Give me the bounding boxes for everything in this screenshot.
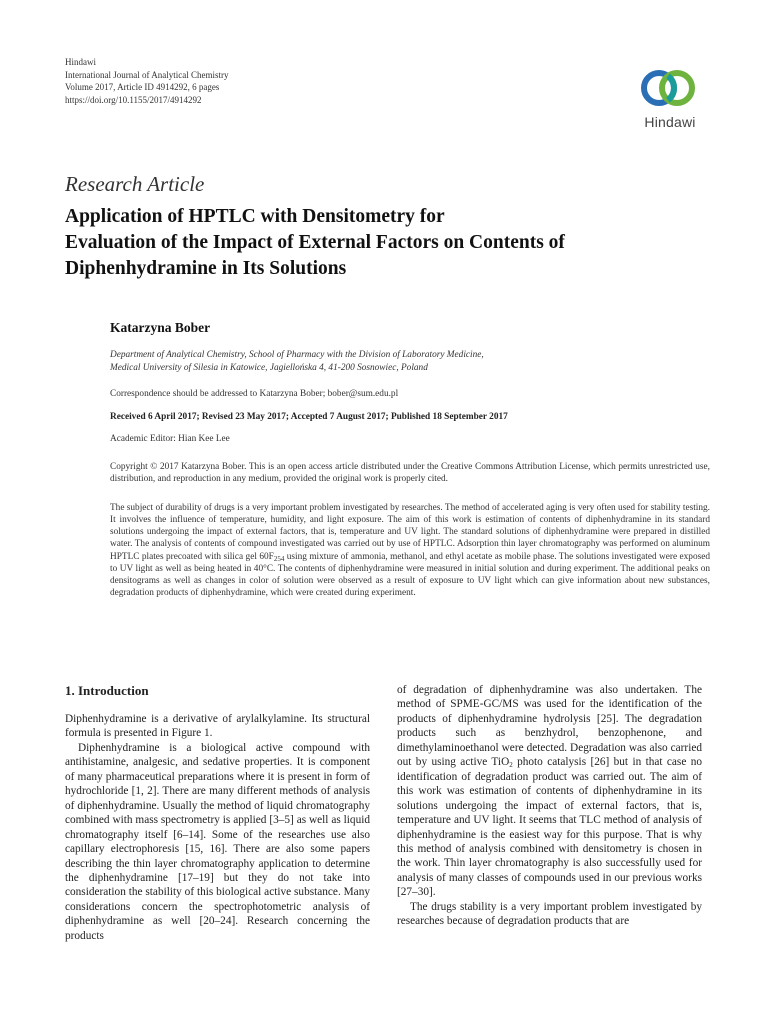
publication-dates: Received 6 April 2017; Revised 23 May 2017; Accepted 7 August 2017; Published 18 September 2017 [110, 412, 508, 422]
journal-name: International Journal of Analytical Chemistry [65, 69, 229, 80]
correspondence: Correspondence should be addressed to Katarzyna Bober; bober@sum.edu.pl [110, 389, 399, 399]
left-column [65, 683, 370, 943]
intro-paragraph-3 [397, 683, 702, 900]
title-line-3: Diphenhydramine in Its Solutions [65, 258, 347, 279]
intro-paragraph-1: Diphenhydramine is a derivative of arylalkylamine. Its structural formula is presented in Figure 1. [65, 713, 370, 740]
paper-title [65, 204, 685, 282]
abstract [110, 502, 710, 599]
academic-editor: Academic Editor: Hian Kee Lee [110, 434, 230, 444]
hindawi-logo-text: Hindawi [644, 114, 696, 130]
intro-paragraph-2: Diphenhydramine is a biological active compound with antihistamine, analgesic, and sedative properties. It is component of many pharmaceutical preparations where it is present in form of hydrochloride [1, 2]. There are many different methods of analysis of diphenhydramine. Usually the method of liquid chromatography combined with mass spectrometry is applied [3–5] as well as liquid chromatography itself [6–14]. Some of the researches use also capillary electrophoresis [15, 16]. There are also some papers describing the thin layer chromatography application to determine the diphenhydramine [17–19] but they do not take into consideration the stability of this biological active substance. Many considerations concern the spectrophotometric analysis of diphenhydramine as well [20–24]. Research concerning the products [65, 741, 370, 942]
doi-link[interactable]: https://doi.org/10.1155/2017/4914292 [65, 94, 202, 105]
abstract-subscript: 254 [273, 554, 285, 563]
journal-header [65, 56, 228, 106]
title-line-1: Application of HPTLC with Densitometry for [65, 206, 445, 227]
publisher-name: Hindawi [65, 57, 96, 67]
affiliation-line-2: Medical University of Silesia in Katowice, Jagiellońska 4, 41-200 Sosnowiec, Poland [110, 362, 428, 373]
abstract-text-2: using mixture of ammonia, methanol, and ethyl acetate as mobile phase. The solutions investigated were exposed to UV light as well as being heated in 40°C. The contents of diphenhydramine were measured in initial solution and during experiment. The additional peaks on densitograms as well as changes in color of solution were observed as a result of exposure to UV light which can give information about new substances, degradation products of diphenhydramine, which were created during experiment. [110, 551, 710, 599]
tio2-subscript: 2 [509, 761, 513, 770]
section-heading-introduction: 1. Introduction [65, 683, 149, 698]
affiliation [110, 349, 720, 374]
article-type: Research Article [65, 172, 205, 196]
title-line-2: Evaluation of the Impact of External Factors on Contents of [65, 232, 565, 253]
abstract-text-1: The subject of durability of drugs is a very important problem investigated by researches. The method of accelerated aging is very often used for stability testing. It involves the influence of temperature, humidity, and light exposure. The aim of this work is estimation of contents of diphenhydramine in its standard solutions undergoing the impact of external factors, that is, temperature and UV light. The standard solutions of diphenhydramine were prepared in distilled water. The analysis of contents of compound investigated was carried out by use of HPTLC. Adsorption thin layer chromatography was performed on aluminum HPTLC plates precoated with silica gel 60F [110, 503, 710, 562]
copyright-notice: Copyright © 2017 Katarzyna Bober. This is an open access article distributed under the Creative Commons Attribution License, which permits unrestricted use, distribution, and reproduction in any medium, provided the original work is properly cited. [110, 462, 710, 484]
affiliation-line-1: Department of Analytical Chemistry, School of Pharmacy with the Division of Laboratory Medicine, [110, 350, 484, 360]
volume-info: Volume 2017, Article ID 4914292, 6 pages [65, 82, 220, 93]
intro-paragraph-4: The drugs stability is a very important problem investigated by researches because of degradation products that are [397, 900, 702, 928]
right-column [397, 683, 702, 929]
author-name: Katarzyna Bober [110, 320, 211, 335]
intro-paragraph-3b: photo catalysis [26] but in that case no identification of degradation product was carried out. The aim of this work was estimation of contents of diphenhydramine in its solutions undergoing the impact of external factors, that is, temperature and UV light. It seems that TLC method of analysis of diphenhydramine is the easiest way for this purpose. That is why this method of analysis combined with densitometry is chosen in the work. Thin layer chromatography is also successfully used for analysis of many classes of compounds used in our previous works [27–30]. [397, 756, 702, 899]
intro-paragraph-3a: of degradation of diphenhydramine was also undertaken. The method of SPME-GC/MS was used for the identification of the products of diphenhydramine hydrolysis [25]. The degradation products such as benzhydrol, benzophenone, and dimethylaminoethanol were detected. Degradation was also carried out by using active TiO [397, 684, 702, 769]
